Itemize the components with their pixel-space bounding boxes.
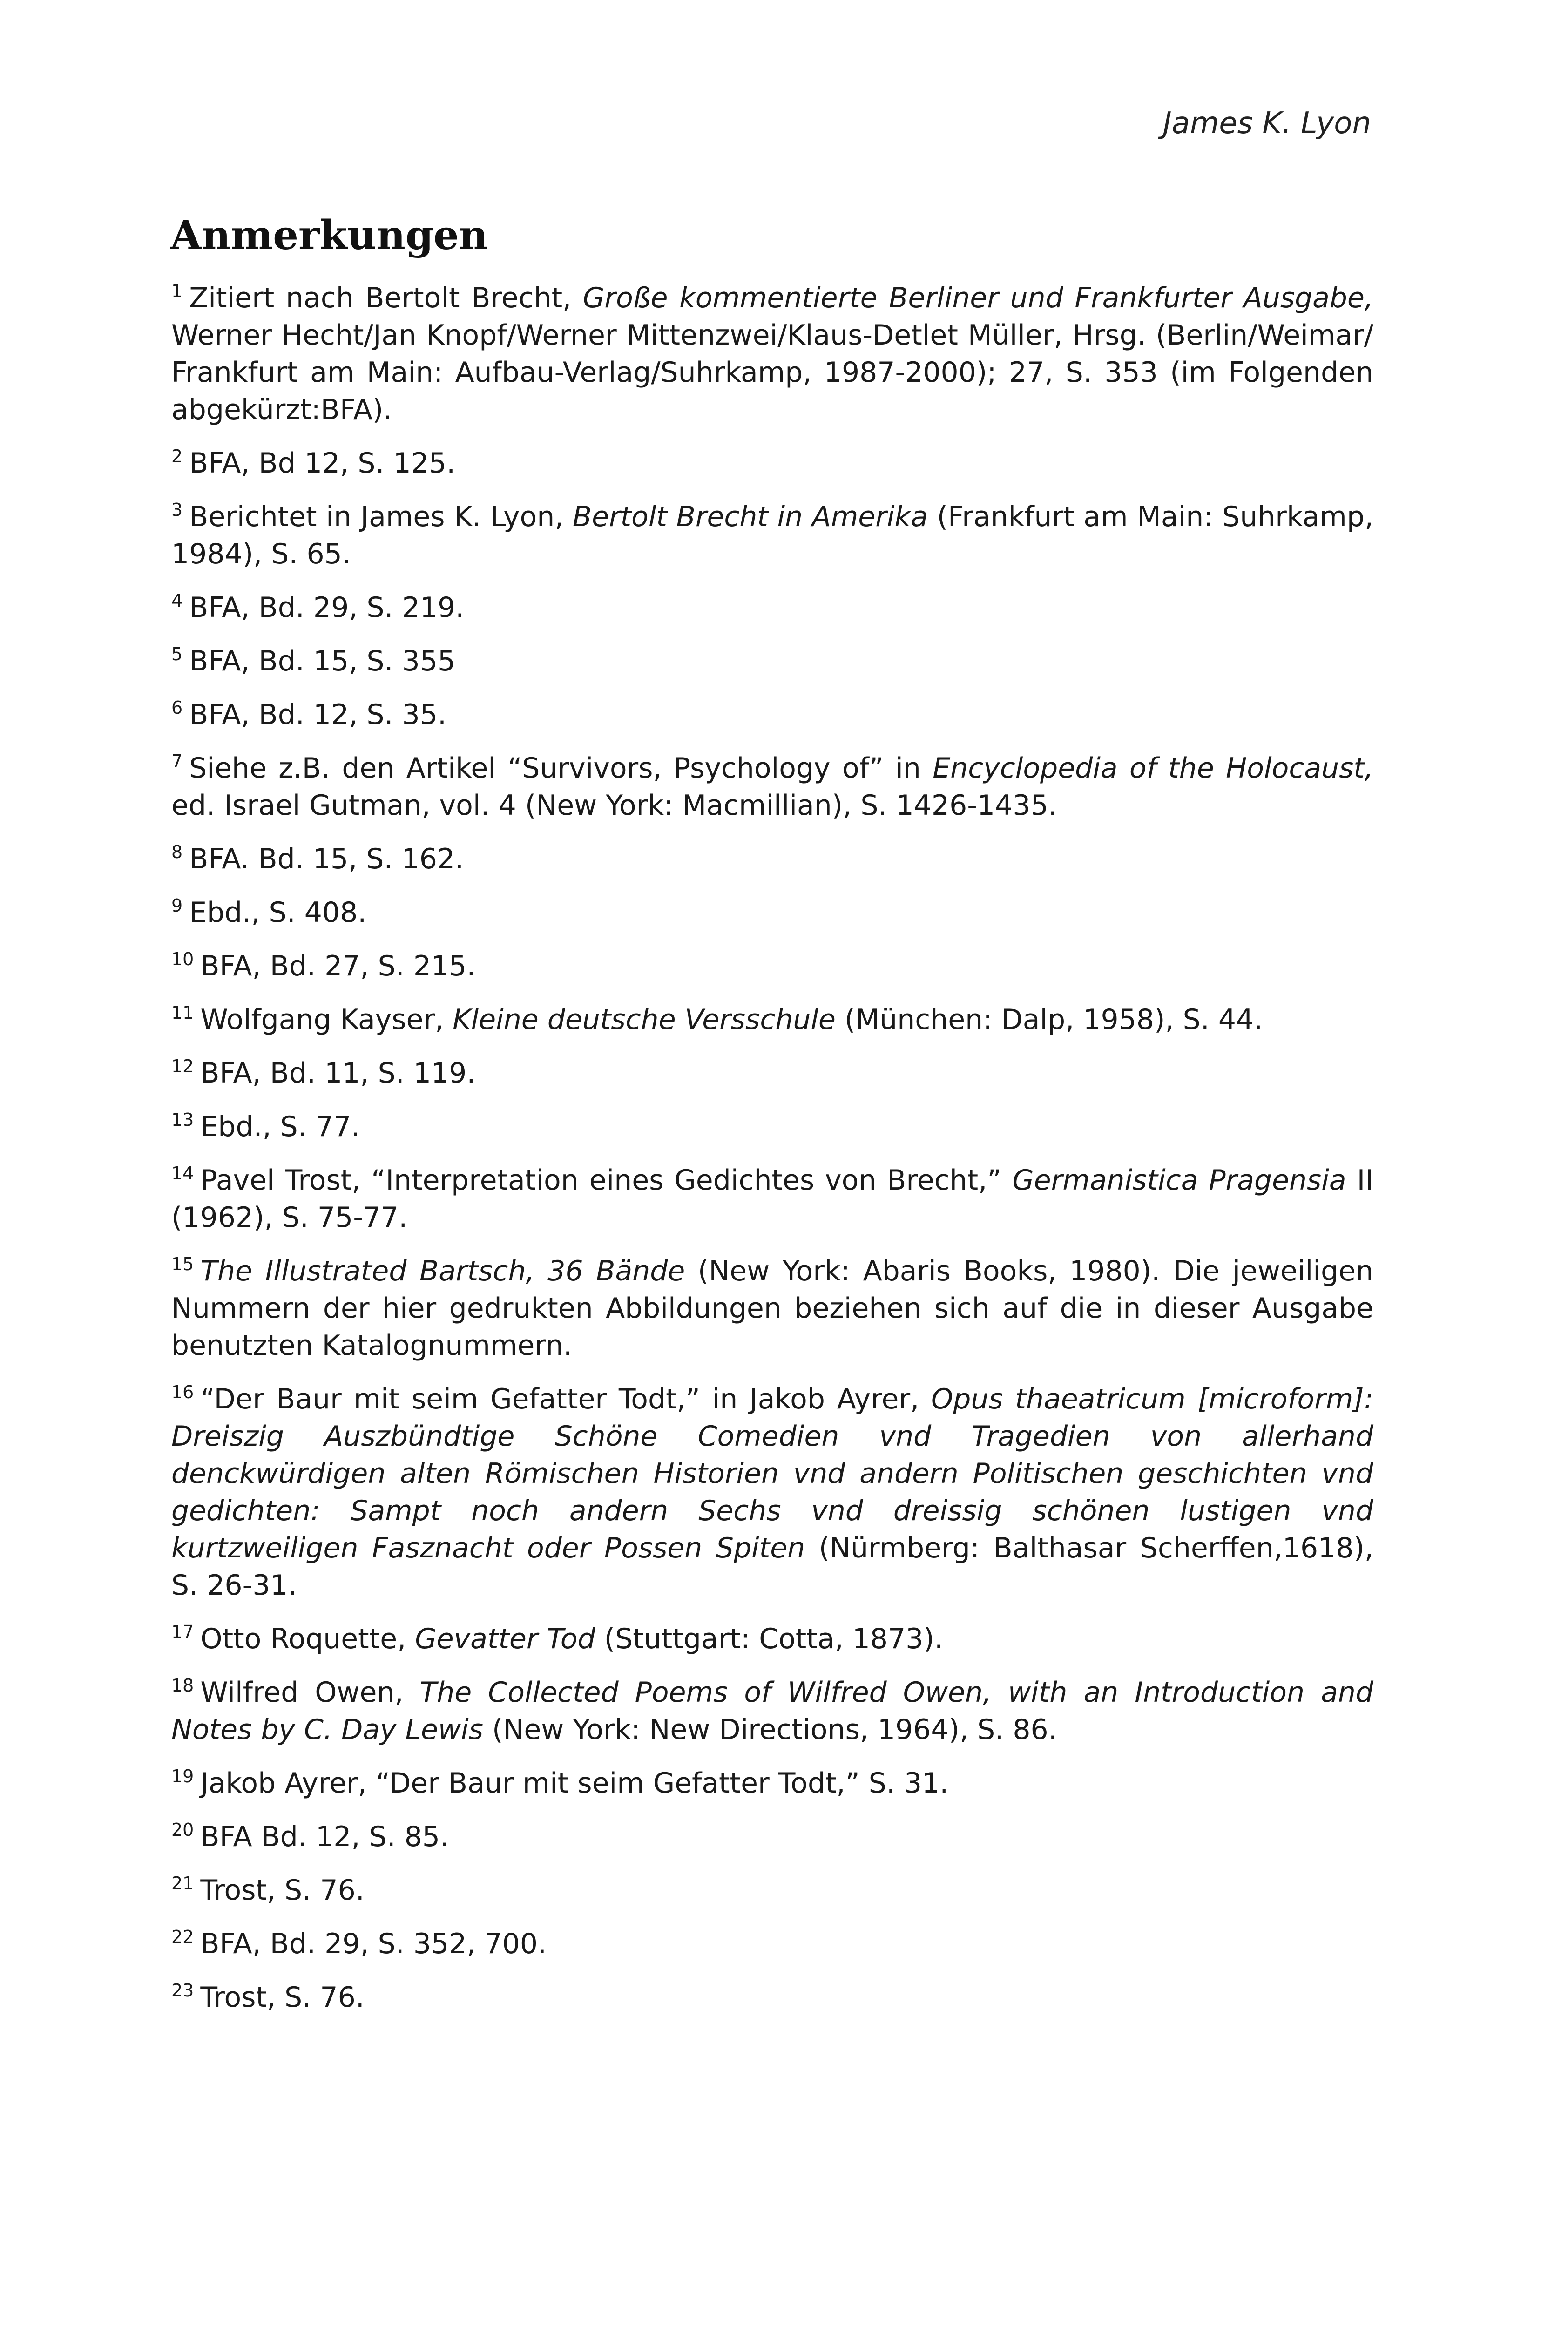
footnote-text: BFA Bd. 12, S. 85. (200, 1820, 449, 1853)
footnote (171, 1252, 1373, 1364)
footnote-number: 15 (171, 1254, 194, 1274)
footnote (171, 1765, 1373, 1802)
footnote-text: BFA, Bd. 12, S. 35. (189, 698, 447, 731)
footnote-number: 4 (171, 590, 183, 611)
footnote-number: 19 (171, 1766, 194, 1787)
footnote-text: BFA, Bd. 27, S. 215. (200, 950, 476, 982)
footnote-text: BFA, Bd. 29, S. 352, 700. (200, 1928, 547, 1960)
footnote-number: 23 (171, 1980, 194, 2001)
footnote-text: (München: Dalp, 1958), S. 44. (835, 1003, 1263, 1036)
footnote-text: BFA. Bd. 15, S. 162. (189, 843, 464, 875)
footnote (171, 750, 1373, 824)
footnote-text: Siehe z.B. den Artikel “Survivors, Psychology of” in (189, 752, 933, 785)
footnote-number: 13 (171, 1110, 194, 1130)
footnote-text: BFA, Bd. 11, S. 119. (200, 1057, 476, 1090)
footnote-text: Berichtet in James K. Lyon, (189, 501, 573, 533)
footnote-number: 9 (171, 895, 183, 916)
footnote-number: 14 (171, 1163, 194, 1184)
footnote-title: The Illustrated Bartsch, 36 Bände (200, 1255, 685, 1287)
footnote-title: Gevatter Tod (415, 1623, 595, 1655)
footnote-title: Bertolt Brecht in Amerika (572, 501, 928, 533)
footnote-text: Zitiert nach Bertolt Brecht, (189, 282, 583, 314)
footnote-number: 17 (171, 1622, 194, 1642)
footnote-text: “Der Baur mit seim Gefatter Todt,” in Jakob Ayrer, (200, 1383, 932, 1415)
footnote (171, 696, 1373, 733)
footnote (171, 1925, 1373, 1963)
footnote-number: 1 (171, 281, 183, 301)
footnote-text: BFA, Bd. 29, S. 219. (189, 591, 465, 624)
notes-list (171, 279, 1373, 2032)
footnote-text: Trost, S. 76. (200, 1874, 365, 1907)
footnote-number: 22 (171, 1927, 194, 1947)
footnote-text: Ebd., S. 77. (200, 1110, 360, 1143)
footnote-number: 21 (171, 1873, 194, 1894)
footnote-text: (Stuttgart: Cotta, 1873). (595, 1623, 943, 1655)
footnote-number: 20 (171, 1820, 194, 1840)
footnote (171, 279, 1373, 428)
footnote (171, 643, 1373, 680)
footnote-title: The Collected Poems of Wilfred Owen, with an Introduction and Notes by C. Day Lewis (171, 1676, 1373, 1746)
footnote-text: Jakob Ayrer, “Der Baur mit seim Gefatter Todt,” S. 31. (200, 1767, 949, 1800)
footnote (171, 589, 1373, 626)
footnote-number: 12 (171, 1056, 194, 1076)
footnote (171, 498, 1373, 573)
footnote-text: (Nürmberg: Balthasar Scherffen,1618), S. 26-31. (171, 1532, 1373, 1602)
footnote (171, 1818, 1373, 1855)
footnote-number: 18 (171, 1675, 194, 1696)
footnote-text: Otto Roquette, (200, 1623, 415, 1655)
footnote (171, 1872, 1373, 1909)
footnote-number: 11 (171, 1002, 194, 1023)
footnote-text: ed. Israel Gutman, vol. 4 (New York: Macmillian), S. 1426-1435. (171, 789, 1057, 822)
footnote (171, 1001, 1373, 1038)
footnote (171, 1381, 1373, 1604)
footnote-number: 8 (171, 842, 183, 862)
footnote-number: 3 (171, 500, 183, 520)
footnote (171, 1108, 1373, 1145)
footnote (171, 840, 1373, 878)
running-head: James K. Lyon (1162, 106, 1371, 141)
footnote-title: Germanistica Pragensia (1012, 1164, 1346, 1197)
footnote-text: Wolfgang Kayser, (200, 1003, 453, 1036)
footnote-text: (Frankfurt am Main: Suhrkamp, 1984), S. 65. (171, 501, 1373, 570)
section-title: Anmerkungen (170, 212, 488, 259)
footnote-text: (New York: New Directions, 1964), S. 86. (483, 1713, 1057, 1746)
footnote-number: 6 (171, 697, 183, 718)
footnote (171, 445, 1373, 482)
footnote-title: Opus thaeatricum [microform]: Dreiszig Auszbündtige Schöne Comedien vnd Tragedien von allerhand denckwürdigen alten Römischen Historien vnd andern Politischen geschichten vnd gedichten: Sampt noch andern Sechs vnd dreissig schönen lustigen vnd kurtzweiligen Fasznacht oder Possen Spiten (171, 1383, 1373, 1564)
footnote (171, 1674, 1373, 1748)
footnote-number: 10 (171, 949, 194, 969)
footnote-text: Trost, S. 76. (200, 1981, 365, 2014)
footnote (171, 1055, 1373, 1092)
footnote-title: Große kommentierte Berliner und Frankfurter Ausgabe, (582, 282, 1373, 314)
footnote (171, 894, 1373, 931)
footnote (171, 1979, 1373, 2016)
footnote (171, 1620, 1373, 1658)
footnote-text: Pavel Trost, “Interpretation eines Gedichtes von Brecht,” (200, 1164, 1013, 1197)
footnote-text: Wilfred Owen, (200, 1676, 420, 1709)
footnote-text: II (1962), S. 75-77. (171, 1164, 1374, 1234)
footnote-title: Encyclopedia of the Holocaust, (933, 752, 1373, 785)
footnote-text: BFA, Bd. 15, S. 355 (189, 645, 456, 677)
footnote (171, 947, 1373, 985)
footnote-number: 7 (171, 751, 183, 771)
footnote-title: Kleine deutsche Versschule (453, 1003, 836, 1036)
footnote (171, 1162, 1373, 1236)
footnote-number: 5 (171, 644, 183, 664)
footnote-number: 16 (171, 1382, 194, 1402)
footnote-text: (New York: Abaris Books, 1980). Die jeweiligen Nummern der hier gedrukten Abbildungen beziehen sich auf die in dieser Ausgabe benutzten Katalognummern. (171, 1255, 1374, 1362)
footnote-text: Werner Hecht/Jan Knopf/Werner Mittenzwei/Klaus-Detlet Müller, Hrsg. (Berlin/Weimar/ Frankfurt am Main: Aufbau-Verlag/Suhrkamp, 1987-2000); 27, S. 353 (im Folgenden abgekürzt:BFA). (171, 319, 1373, 426)
footnote-number: 2 (171, 446, 183, 467)
footnote-text: Ebd., S. 408. (189, 896, 367, 929)
footnote-text: BFA, Bd 12, S. 125. (189, 447, 456, 480)
